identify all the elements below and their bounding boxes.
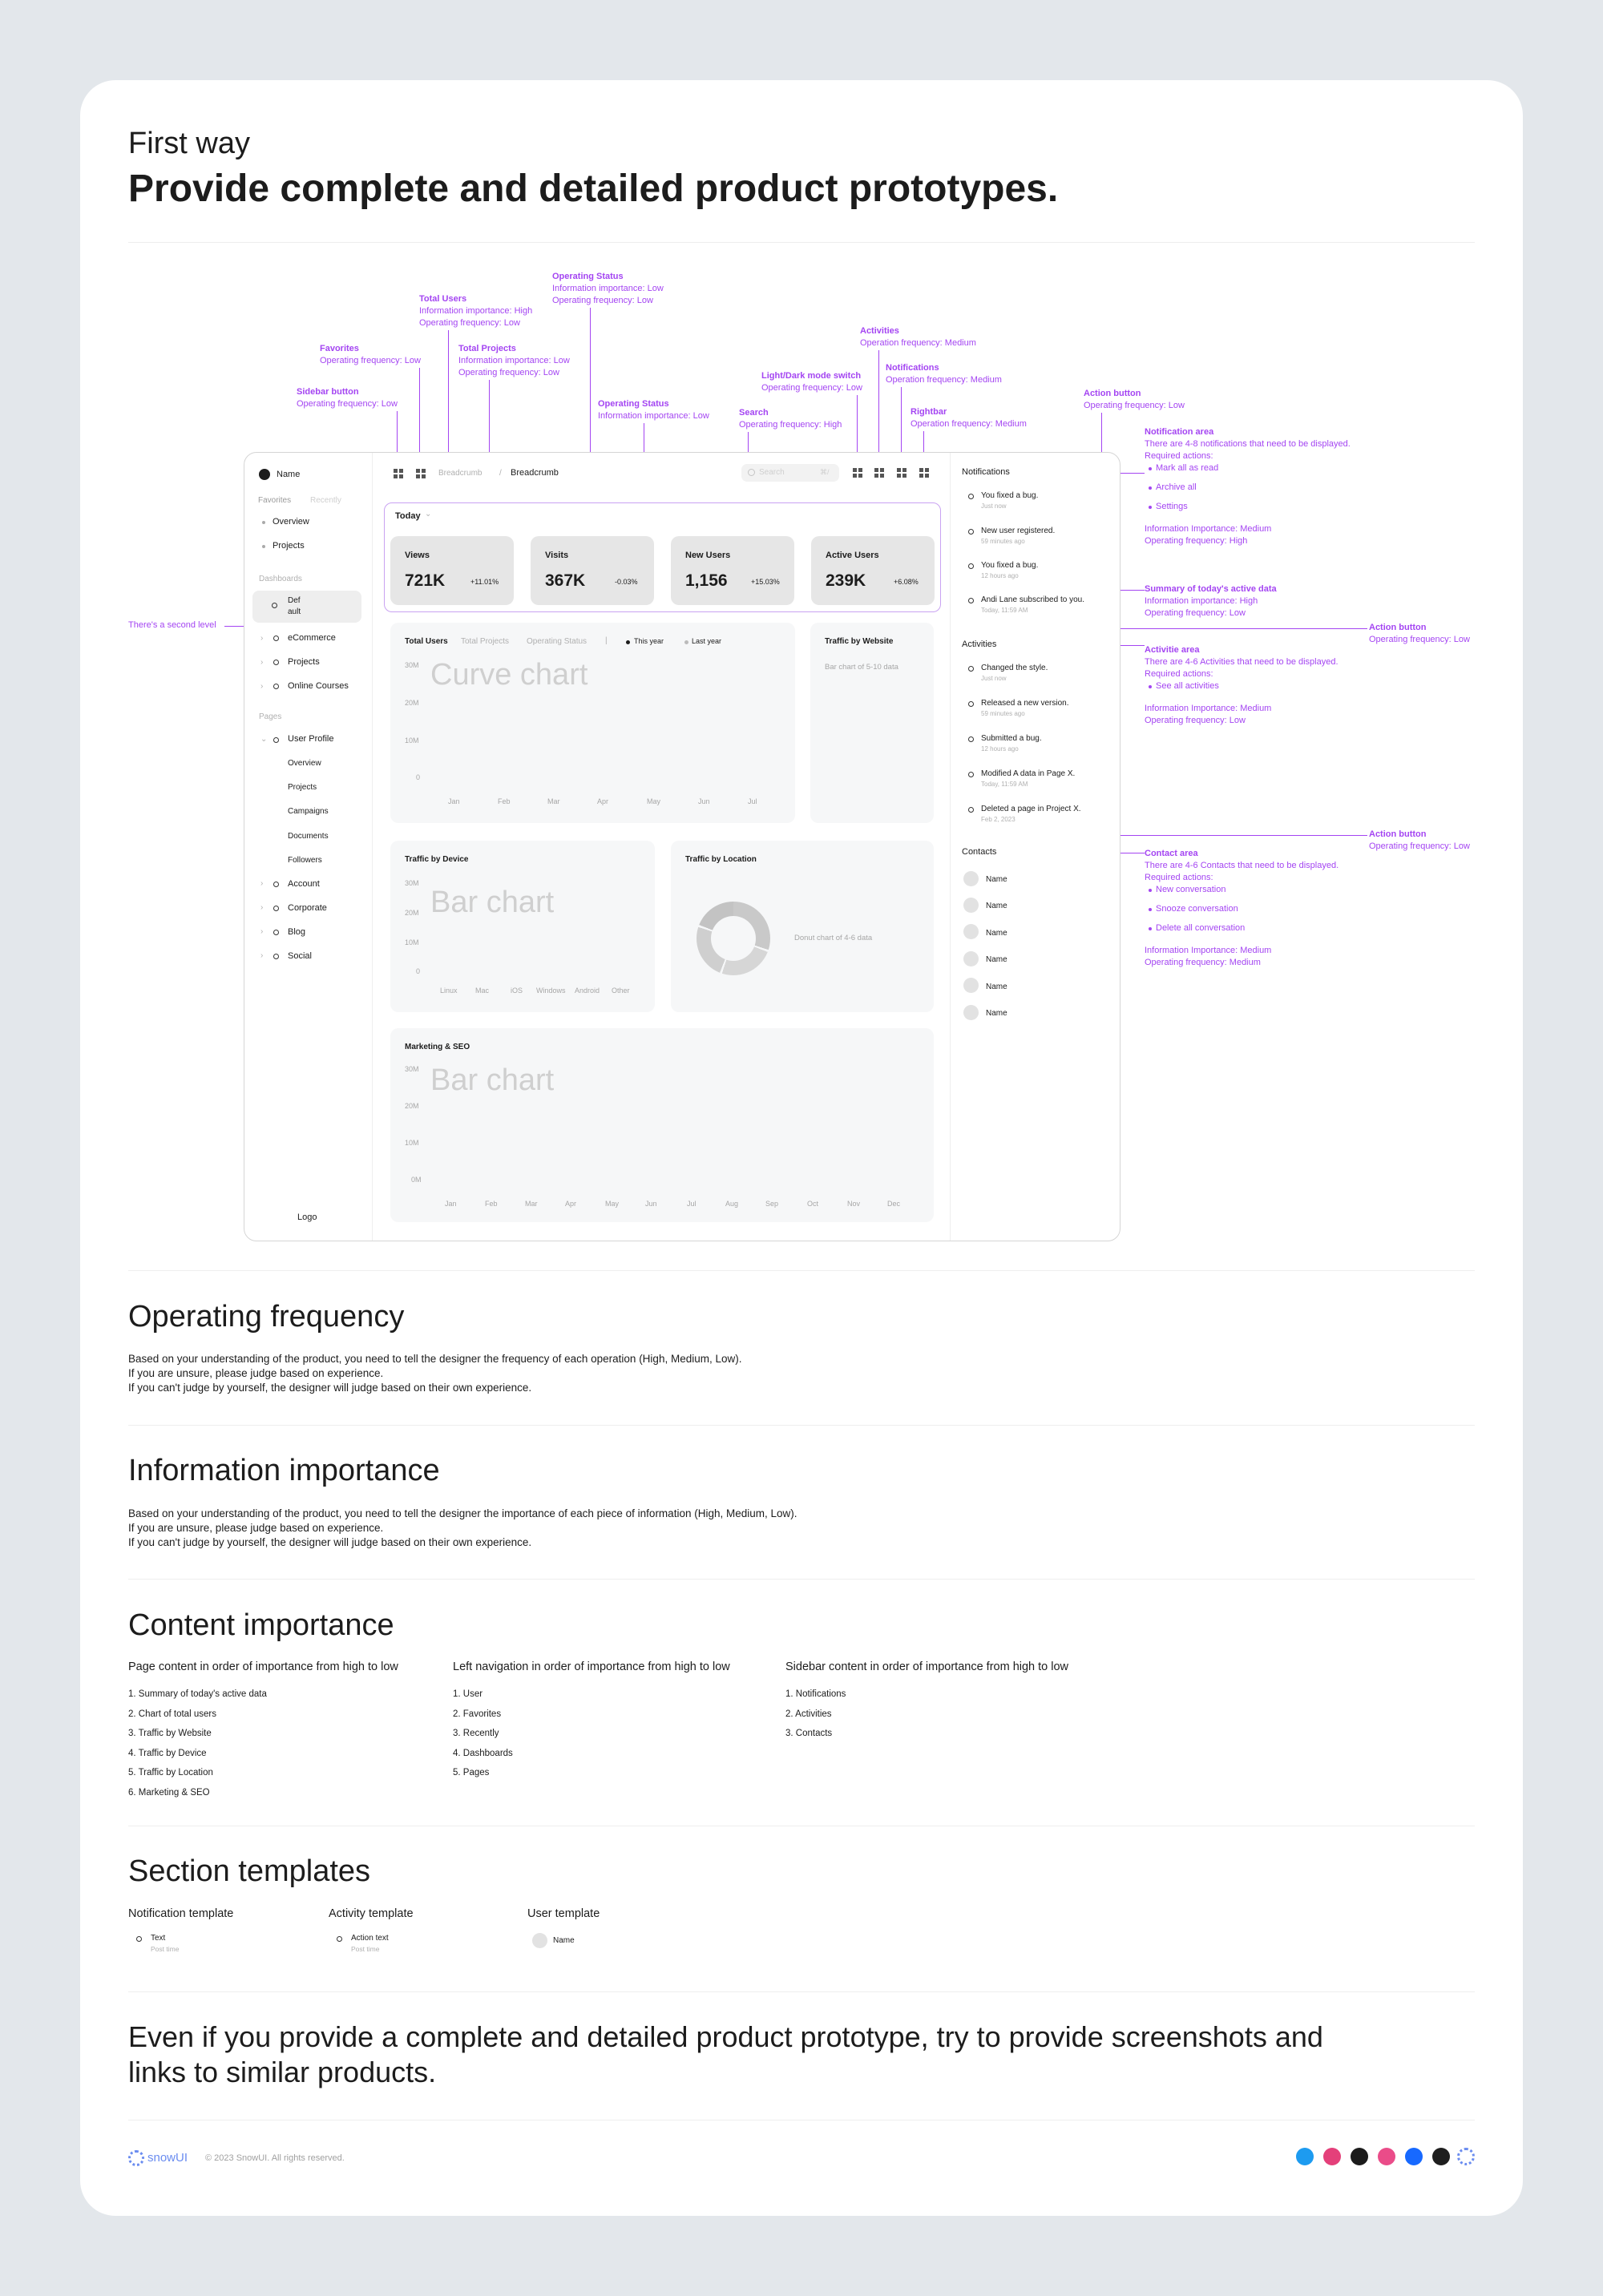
activity-item[interactable]: Changed the style. — [981, 664, 1048, 672]
star-icon[interactable] — [416, 469, 426, 478]
breadcrumb-current: Breadcrumb — [511, 468, 559, 478]
annotation-light-dark: Light/Dark mode switch Operating frequency: Low — [761, 371, 862, 393]
bell-icon[interactable] — [897, 468, 906, 478]
brand-name: snowUI — [147, 2151, 188, 2165]
chevron-right-icon[interactable]: › — [260, 927, 264, 936]
y-tick: 10M — [405, 736, 419, 744]
leader-line — [1101, 835, 1367, 836]
proto-rightbar: Notifications You fixed a bug. Just now New user registered. 59 minutes ago You fixed a bug. 12 hours ago Andi Lane subscribed to you. Today, 11:59 AM Activities Changed the style. Just now Released a new version. 59 minutes ago Submitted a bug. 12 hours ago Modified A data in Page X. Today, 11:59 AM Deleted a page in Project X. Feb 2, 2023 Contacts Name Name Name Name Name Name — [950, 453, 1120, 1241]
annotation-second-level: There's a second level — [128, 620, 216, 630]
sun-icon[interactable] — [853, 468, 862, 478]
x-tick: Jan — [445, 1200, 457, 1208]
projects-icon — [273, 660, 279, 665]
section-body: Based on your understanding of the product, you need to tell the designer the importance of each piece of information (High, Medium, Low). If you are unsure, please judge based on experience. If you can't judge by yourself, the designer will judge based on their own experience. — [128, 1507, 797, 1548]
annotation-total-projects: Total Projects Information importance: Low Operating frequency: Low — [458, 344, 570, 377]
user-name[interactable]: Name — [277, 470, 301, 479]
y-tick: 30M — [405, 879, 419, 887]
x-tick: Jul — [748, 797, 757, 805]
avatar — [963, 924, 979, 939]
ecommerce-icon — [273, 636, 279, 641]
avatar — [532, 1933, 547, 1948]
x-tick: Oct — [807, 1200, 819, 1208]
x-tick: Android — [575, 987, 600, 995]
y-tick: 10M — [405, 1139, 419, 1147]
annotation-activities-top: Activities Operation frequency: Medium — [860, 326, 976, 348]
prototype-frame — [244, 452, 1120, 1241]
notification-item[interactable]: New user registered. — [981, 527, 1056, 535]
template-text: Action text — [351, 1934, 389, 1943]
x-tick: Jun — [645, 1200, 657, 1208]
x-tick: Linux — [440, 987, 458, 995]
y-tick: 30M — [405, 1065, 419, 1073]
dashboard-icon — [272, 603, 277, 608]
courses-icon — [273, 684, 279, 689]
breadcrumb-separator: / — [499, 469, 502, 478]
behance-icon[interactable] — [1405, 2148, 1423, 2165]
user-icon — [968, 529, 974, 535]
annotation-activities-area: Activitie area There are 4-6 Activities that need to be displayed. Required actions: See all activities Information Importance: Medium Operating frequency: Low — [1145, 645, 1339, 725]
today-dropdown[interactable]: Today — [395, 511, 421, 521]
template-heading: Notification template — [128, 1907, 234, 1920]
content-column-page: Page content in order of importance from high to low 1. Summary of today's active data 2. Chart of total users 3. Traffic by Website 4. Traffic by Device 5. Traffic by Location 6. Marketing & SEO — [128, 1660, 398, 1798]
tab-total-projects[interactable]: Total Projects — [461, 637, 510, 646]
rightbar-toggle-icon[interactable] — [919, 468, 929, 478]
instagram-icon[interactable] — [1323, 2148, 1341, 2165]
x-tick: Nov — [847, 1200, 861, 1208]
sidebar-item-ecommerce[interactable]: eCommerce — [288, 633, 336, 643]
divider — [128, 1579, 1475, 1580]
sidebar-subitem[interactable]: Overview — [288, 759, 321, 768]
notification-icon — [136, 1936, 142, 1942]
blog-icon — [273, 930, 279, 935]
x-tick: Dec — [887, 1200, 901, 1208]
chevron-down-icon[interactable]: ⌄ — [260, 735, 268, 744]
x-tick: May — [605, 1200, 620, 1208]
contact-name[interactable]: Name — [986, 902, 1007, 910]
template-heading: Activity template — [329, 1907, 414, 1920]
y-tick: 10M — [405, 938, 419, 946]
avatar — [963, 978, 979, 993]
avatar — [963, 871, 979, 886]
y-tick: 20M — [405, 699, 419, 707]
threads-icon[interactable] — [1351, 2148, 1368, 2165]
x-tick: Other — [612, 987, 630, 995]
leader-line — [1101, 628, 1367, 629]
sidebar-item-blog[interactable]: Blog — [288, 927, 306, 937]
legend-this-year: This year — [634, 637, 664, 645]
sidebar-item-overview[interactable]: Overview — [273, 517, 309, 527]
sidebar-item-social[interactable]: Social — [288, 951, 312, 961]
annotation-sidebar-button: Sidebar button Operating frequency: Low — [297, 387, 398, 409]
dribbble-icon[interactable] — [1378, 2148, 1395, 2165]
chevron-down-icon[interactable]: ⌄ — [425, 510, 432, 519]
x-tick: Feb — [498, 797, 511, 805]
stat-card-active-users: Active Users 239K +6.08% — [811, 536, 935, 605]
sidebar-item-online-courses[interactable]: Online Courses — [288, 681, 349, 691]
leader-line — [419, 368, 420, 465]
x-tick: Apr — [597, 797, 609, 805]
donut-chart — [697, 902, 770, 975]
legend-dot — [684, 640, 688, 644]
annotation-favorites: Favorites Operating frequency: Low — [320, 344, 421, 365]
notifications-heading: Notifications — [962, 467, 1010, 477]
main-card: First way Provide complete and detailed product prototypes. Sidebar button Operating frequency: Low Favorites Operating frequency: Low Total Users Information importance: High Operating frequency: Low Total Projects Information importance: Low Operating frequency: Low Operating Status Information importance: Low Operating frequency: Low Operating Status Information importance: Low Search Operating frequency: High Light/Dark mode switch Operating frequency: Low Activities Operation frequency: Medium Notifications Operation frequency: Medium Rightbar Operation frequency: Medium Action button Operating frequency: Low There's a second level Notification area There are 4-8 notifications that need to be displayed. Required actions: Mark all as read Archive all Settings Information Importance: Medium Operating frequency: High Summary of today's active data Information importance: High Operating frequency: Low Action button Operating frequency: Low Activitie area There are 4-6 Activities that need to be displayed. Required actions: See all activities Information Importance: Medium Operating frequency: Low Action button Operating frequency: Low Contact area There are 4-6 Contacts that need to be displayed. Required actions: New conversation Snooze conversation Delete all conversation Information Importance: Medium Operating frequency: Medium Name Favorites Recently Overview Projects Dashboards Def ault › eCommerce › Projects › Online Courses Pages ⌄ User Profile Overview Projects Campaigns Documents Followers › Account › Corporate › Blog › Social Logo Breadcrumb / Breadcrumb Search ⌘/ Today ⌄ Views 721K +11.01% Visits 367K -0.03% New Users 1,156 +15.03% Active Users 239K +6.08% Total Users Total Projects Operating Status | This year Last year Curve chart 30M 20M 10M 0 Jan Feb Mar Apr May Jun Jul Traffic by Website Bar chart of 5-10 data Traffic by Device Bar chart 30M 20M 10M 0 Linux Mac iOS Windows Android Other Traffic by Location Donut chart of 4-6 data Marketing & SEO Bar chart 30M 20M 10M 0M Jan Feb Mar Apr May Jun Jul Aug Sep Oct Nov Dec Notifications You fixed a bug. Just now New user registered. 59 minutes ago You fixed a bug. 12 hours ago Andi Lane subscribed to you. Today, 11:59 AM Activities Changed the style. Just now Released a new version. 59 minutes ago Submitted a bug. 12 hours ago Modified A data in Page X. Today, 11:59 AM Deleted a page in Project X. Feb 2, 2023 Contacts Name Name Name Name Name Name Operating frequency Based on your understanding of the product, you need to tell the designer the frequency of each operation (High, Medium, Low). If you are unsure, please judge based on experience. If you can't judge by yourself, the designer will judge based on their own experience. Information importance Based on your understanding of the product, you need to tell the designer the importance of each piece of information (High, Medium, Low). If you are unsure, please judge based on experience. If you can't judge by yourself, the designer will judge based on their own experience. Content importance Page content in order of importance from high to low 1. Summary of today's active data 2. Chart of total users 3. Traffic by Website 4. Traffic by Device 5. Traffic by Location 6. Marketing & SEO Left navigation in order of importance from high to low 1. User 2. Favorites 3. Recently 4. Dashboards 5. Pages Sidebar content in order of importance from high to low 1. Notifications 2. Activities 3. Contacts Section templates Notification template Text Post time Activity template Action text Post time User template Name Even if you provide a complete and detailed product prototype, try to provide screenshots and links to similar products. snowUI © 2023 SnowUI. All rights reserved. — [80, 80, 1523, 2216]
bug-icon — [968, 563, 974, 569]
traffic-website-card: Traffic by Website Bar chart of 5-10 data — [810, 623, 934, 823]
notification-item[interactable]: You fixed a bug. — [981, 491, 1039, 500]
snowui-icon[interactable] — [1457, 2148, 1475, 2165]
chevron-right-icon[interactable]: › — [260, 879, 264, 888]
stat-card-visits: Visits 367K -0.03% — [531, 536, 654, 605]
y-tick: 20M — [405, 1102, 419, 1110]
chevron-right-icon[interactable]: › — [260, 682, 264, 691]
twitter-icon[interactable] — [1296, 2148, 1314, 2165]
annotation-notification-area: Notification area There are 4-8 notifications that need to be displayed. Required actions: Mark all as read Archive all Settings Information Importance: Medium Operating frequency: High — [1145, 427, 1351, 546]
x-tick: Aug — [725, 1200, 739, 1208]
y-tick: 0M — [411, 1176, 422, 1184]
tab-operating-status[interactable]: Operating Status — [527, 637, 587, 646]
section-title-content-importance: Content importance — [128, 1608, 394, 1642]
x-tick: Jan — [448, 797, 460, 805]
section-title-operating-frequency: Operating frequency — [128, 1300, 405, 1334]
sidebar-item-projects[interactable]: Projects — [273, 541, 305, 551]
sidebar-subitem[interactable]: Followers — [288, 856, 322, 865]
chevron-right-icon[interactable]: › — [260, 903, 264, 912]
section-body: Based on your understanding of the product, you need to tell the designer the frequency of each operation (High, Medium, Low). If you are unsure, please judge based on experience. If you can't judge by yourself, the designer will judge based on their own experience. — [128, 1353, 742, 1394]
legend-last-year: Last year — [692, 637, 722, 645]
activity-icon — [968, 666, 974, 672]
tab-favorites[interactable]: Favorites — [258, 496, 292, 505]
activity-item[interactable]: Modified A data in Page X. — [981, 769, 1076, 778]
stat-card-new-users: New Users 1,156 +15.03% — [671, 536, 794, 605]
sidebar-item-corporate[interactable]: Corporate — [288, 903, 327, 913]
section-label-dashboards: Dashboards — [259, 575, 302, 583]
activity-item[interactable]: Released a new version. — [981, 699, 1069, 708]
contacts-heading: Contacts — [962, 847, 997, 857]
activity-icon — [968, 772, 974, 777]
sidebar-item-account[interactable]: Account — [288, 879, 320, 889]
activities-heading: Activities — [962, 640, 997, 649]
chevron-right-icon[interactable]: › — [260, 658, 264, 667]
template-text: Text — [151, 1934, 166, 1943]
annotation-search: Search Operating frequency: High — [739, 408, 842, 430]
search-input[interactable]: Search ⌘/ — [741, 464, 839, 482]
contact-name[interactable]: Name — [986, 1009, 1007, 1018]
contact-name[interactable]: Name — [986, 929, 1007, 938]
page-title: Provide complete and detailed product prototypes. — [128, 167, 1059, 210]
snowui-logo-icon — [128, 2150, 144, 2166]
x-tick: Sep — [765, 1200, 779, 1208]
x-tick: May — [647, 797, 661, 805]
content-column-sidebar: Sidebar content in order of importance from high to low 1. Notifications 2. Activities 3. Contacts — [785, 1660, 1069, 1738]
avatar — [963, 1005, 979, 1020]
activity-item[interactable]: Submitted a bug. — [981, 734, 1042, 743]
activity-icon — [968, 701, 974, 707]
corporate-icon — [273, 906, 279, 911]
divider — [128, 242, 1475, 243]
annotation-action-button-mid: Action button Operating frequency: Low — [1369, 623, 1470, 644]
annotation-contact-area: Contact area There are 4-6 Contacts that need to be displayed. Required actions: New conversation Snooze conversation Delete all conversation Information Importance: Medium Operating frequency: Medium — [1145, 849, 1339, 967]
annotation-summary: Summary of today's active data Information importance: High Operating frequency: Low — [1145, 584, 1277, 618]
account-icon — [273, 882, 279, 887]
legend-dot — [626, 640, 630, 644]
bug-icon — [968, 494, 974, 499]
chevron-right-icon[interactable]: › — [260, 951, 264, 960]
activity-icon — [968, 736, 974, 742]
clock-icon[interactable] — [874, 468, 884, 478]
y-tick: 0 — [416, 773, 421, 781]
contact-name[interactable]: Name — [986, 955, 1007, 964]
divider — [128, 1425, 1475, 1426]
content-column-left-nav: Left navigation in order of importance from high to low 1. User 2. Favorites 3. Recently 4. Dashboards 5. Pages — [453, 1660, 730, 1777]
annotation-operating-status-top: Operating Status Information importance: Low Operating frequency: Low — [552, 272, 664, 305]
chart-placeholder: Curve chart — [430, 658, 588, 692]
traffic-device-card: Traffic by Device Bar chart 30M 20M 10M 0 Linux Mac iOS Windows Android Other — [390, 841, 655, 1012]
template-text: Name — [553, 1936, 575, 1945]
avatar — [259, 469, 270, 480]
subscribe-icon — [968, 598, 974, 603]
x-tick: Mac — [475, 987, 490, 995]
sidebar-subitem[interactable]: Projects — [288, 783, 317, 792]
chevron-right-icon[interactable]: › — [260, 634, 264, 643]
annotation-operating-status-low: Operating Status Information importance: Low — [598, 399, 709, 421]
activity-item[interactable]: Deleted a page in Project X. — [981, 805, 1081, 813]
contact-name[interactable]: Name — [986, 875, 1007, 884]
x-tick: Windows — [536, 987, 566, 995]
sidebar-item-user-profile[interactable]: User Profile — [288, 734, 334, 744]
x-tick: Mar — [547, 797, 560, 805]
closing-statement: Even if you provide a complete and detailed product prototype, try to provide screenshots and links to similar products. — [128, 2020, 1323, 2088]
users-chart-card: Total Users Total Projects Operating Status | This year Last year Curve chart 30M 20M 10M 0 Jan Feb Mar Apr May Jun Jul — [390, 623, 795, 823]
stat-card-views: Views 721K +11.01% — [390, 536, 514, 605]
x-tick: Mar — [525, 1200, 538, 1208]
sidebar-subitem[interactable]: Documents — [288, 832, 329, 841]
notification-item[interactable]: You fixed a bug. — [981, 561, 1039, 570]
sidebar-item-projects-dash[interactable]: Projects — [288, 657, 320, 667]
divider — [128, 1270, 1475, 1271]
figma-icon[interactable] — [1432, 2148, 1450, 2165]
traffic-location-card: Traffic by Location Donut chart of 4-6 data — [671, 841, 934, 1012]
x-tick: Jul — [687, 1200, 697, 1208]
copyright: © 2023 SnowUI. All rights reserved. — [205, 2153, 345, 2163]
notification-item[interactable]: Andi Lane subscribed to you. — [981, 595, 1084, 604]
activity-icon — [968, 807, 974, 813]
sidebar-item-default[interactable]: Def ault — [252, 591, 361, 623]
social-icon — [273, 954, 279, 959]
x-tick: iOS — [511, 987, 523, 995]
marketing-seo-card: Marketing & SEO Bar chart 30M 20M 10M 0M Jan Feb Mar Apr May Jun Jul Aug Sep Oct Nov Dec — [390, 1028, 934, 1222]
chart-placeholder: Bar chart — [430, 1063, 555, 1097]
avatar — [963, 898, 979, 913]
section-title-templates: Section templates — [128, 1854, 371, 1888]
annotation-action-button-low: Action button Operating frequency: Low — [1369, 829, 1470, 851]
search-icon — [748, 469, 755, 476]
divider — [128, 1991, 1475, 1992]
sidebar-toggle-icon[interactable] — [394, 469, 403, 478]
logo: Logo — [297, 1213, 317, 1222]
y-tick: 30M — [405, 661, 419, 669]
activity-icon — [337, 1936, 342, 1942]
bullet-icon — [262, 521, 265, 524]
annotation-notifications-top: Notifications Operation frequency: Medium — [886, 363, 1002, 385]
user-profile-icon — [273, 737, 279, 743]
tab-total-users[interactable]: Total Users — [405, 637, 448, 646]
sidebar-subitem[interactable]: Campaigns — [288, 807, 329, 816]
y-tick: 20M — [405, 909, 419, 917]
contact-name[interactable]: Name — [986, 983, 1007, 991]
annotation-rightbar-top: Rightbar Operation frequency: Medium — [911, 407, 1027, 429]
annotation-total-users: Total Users Information importance: High Operating frequency: Low — [419, 294, 533, 328]
chart-placeholder: Bar chart — [430, 886, 555, 919]
avatar — [963, 951, 979, 966]
x-tick: Jun — [698, 797, 710, 805]
section-title-information-importance: Information importance — [128, 1454, 440, 1487]
section-label-pages: Pages — [259, 712, 282, 721]
breadcrumb-prev[interactable]: Breadcrumb — [438, 469, 483, 478]
x-tick: Feb — [485, 1200, 498, 1208]
bullet-icon — [262, 545, 265, 548]
y-tick: 0 — [416, 967, 421, 975]
annotation-action-button-top: Action button Operating frequency: Low — [1084, 389, 1185, 410]
template-heading: User template — [527, 1907, 600, 1920]
page-eyebrow: First way — [128, 127, 250, 160]
x-tick: Apr — [565, 1200, 577, 1208]
tab-recently[interactable]: Recently — [310, 496, 341, 505]
proto-sidebar — [244, 453, 373, 1241]
leader-line — [878, 350, 879, 465]
